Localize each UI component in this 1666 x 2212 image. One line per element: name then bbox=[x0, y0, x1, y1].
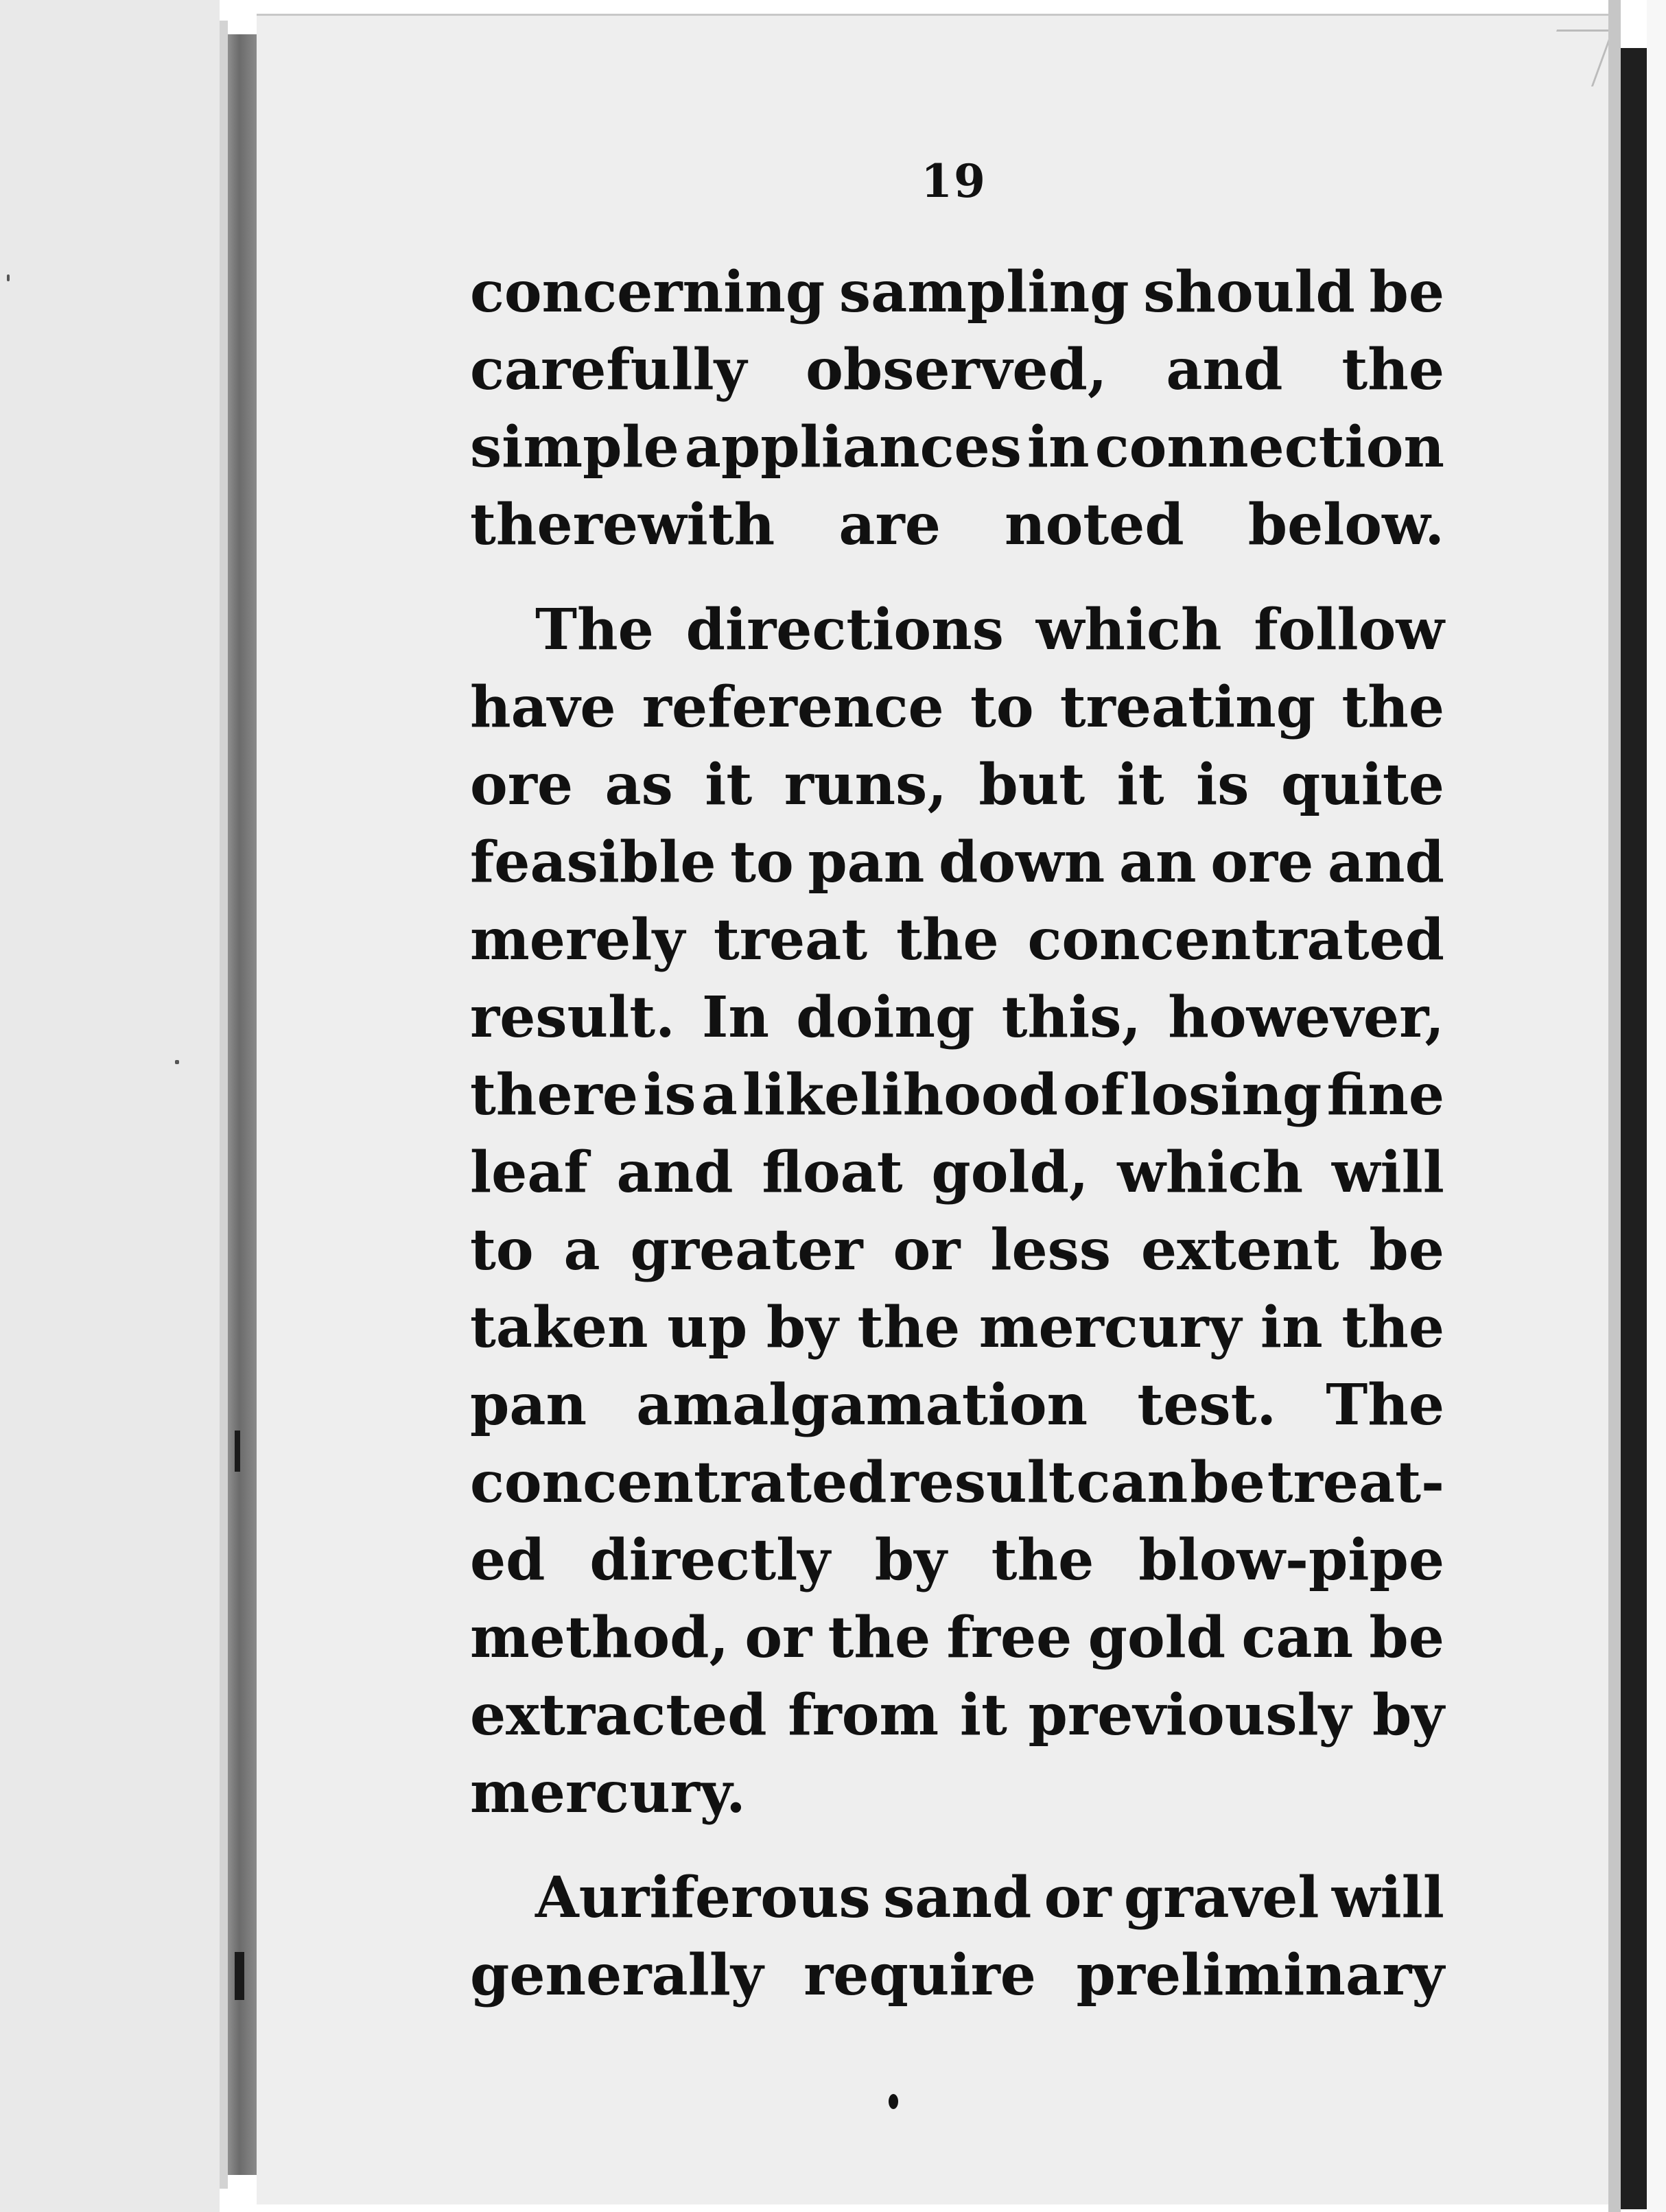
word: quite bbox=[1280, 752, 1444, 818]
word: is bbox=[643, 1062, 696, 1128]
word: in bbox=[1026, 414, 1090, 480]
spine-mark bbox=[235, 1431, 240, 1472]
word: test. bbox=[1137, 1372, 1276, 1438]
word: and bbox=[1327, 830, 1444, 895]
word: be bbox=[1369, 1217, 1444, 1283]
text-line bbox=[470, 1057, 1444, 1134]
word: less bbox=[990, 1217, 1111, 1283]
word: have bbox=[470, 674, 616, 740]
word: can bbox=[1241, 1605, 1354, 1671]
word: or bbox=[893, 1217, 961, 1283]
word: by bbox=[1372, 1682, 1444, 1748]
word: this, bbox=[1001, 985, 1142, 1050]
word: ed bbox=[470, 1527, 545, 1593]
paragraph-gap bbox=[470, 1832, 1444, 1859]
word: in bbox=[1260, 1295, 1323, 1361]
word: but bbox=[978, 752, 1086, 818]
word: treat bbox=[713, 907, 868, 973]
body-text bbox=[470, 254, 1444, 2014]
word: by bbox=[766, 1295, 838, 1361]
word: and bbox=[616, 1140, 734, 1205]
text-line bbox=[470, 824, 1444, 902]
text-line bbox=[470, 1599, 1444, 1677]
text-line bbox=[470, 979, 1444, 1057]
text-line bbox=[470, 591, 1444, 669]
word: Auriferous bbox=[535, 1865, 871, 1931]
word: preliminary bbox=[1076, 1942, 1444, 2008]
word: are bbox=[838, 492, 941, 558]
book-spine-shadow bbox=[228, 34, 257, 2175]
word: In bbox=[702, 985, 769, 1050]
word: mercury. bbox=[470, 1760, 746, 1826]
word: generally bbox=[470, 1942, 764, 2008]
text-line bbox=[470, 1754, 1444, 1832]
word: blow-pipe bbox=[1138, 1527, 1444, 1593]
word: which bbox=[1117, 1140, 1304, 1205]
word: to bbox=[730, 830, 794, 895]
text-line bbox=[470, 1289, 1444, 1367]
word: be bbox=[1190, 1450, 1265, 1516]
word: gold bbox=[1088, 1605, 1226, 1671]
word: sampling bbox=[838, 259, 1129, 325]
word: the bbox=[828, 1605, 931, 1671]
word: the bbox=[895, 907, 999, 973]
word: or bbox=[1044, 1865, 1112, 1931]
word: as bbox=[605, 752, 673, 818]
word: float bbox=[762, 1140, 903, 1205]
word: therewith bbox=[470, 492, 775, 558]
word: can bbox=[1076, 1450, 1188, 1516]
word: from bbox=[788, 1682, 939, 1748]
page-edge bbox=[1608, 0, 1621, 2212]
word: the bbox=[1341, 1295, 1444, 1361]
corner-fold bbox=[1536, 30, 1614, 86]
word: it bbox=[959, 1682, 1007, 1748]
word: will bbox=[1331, 1865, 1444, 1931]
text-line bbox=[470, 669, 1444, 746]
spine-mark bbox=[235, 1952, 244, 2000]
text-line bbox=[470, 1212, 1444, 1289]
word: fine bbox=[1326, 1062, 1444, 1128]
scan-border bbox=[1647, 0, 1666, 2212]
word: mercury bbox=[978, 1295, 1242, 1361]
word: result. bbox=[470, 985, 675, 1050]
word: down bbox=[939, 830, 1105, 895]
word: follow bbox=[1254, 597, 1444, 663]
word: free bbox=[946, 1605, 1072, 1671]
text-line bbox=[470, 486, 1444, 564]
word: ore bbox=[470, 752, 574, 818]
word: will bbox=[1331, 1140, 1444, 1205]
facing-page bbox=[0, 0, 220, 2212]
word: feasible bbox=[470, 830, 716, 895]
word: appliances bbox=[684, 414, 1022, 480]
word: by bbox=[874, 1527, 947, 1593]
paragraph bbox=[470, 1859, 1444, 2014]
word: gravel bbox=[1123, 1865, 1319, 1931]
word: directions bbox=[685, 597, 1004, 663]
word: of bbox=[1063, 1062, 1125, 1128]
text-line bbox=[470, 1444, 1444, 1522]
page-speck bbox=[7, 274, 10, 281]
paragraph bbox=[470, 591, 1444, 1832]
text-line bbox=[470, 746, 1444, 824]
word: sand bbox=[883, 1865, 1032, 1931]
word: however, bbox=[1168, 985, 1444, 1050]
text-line bbox=[470, 409, 1444, 486]
word: taken bbox=[470, 1295, 648, 1361]
text-line bbox=[470, 1859, 1444, 1937]
word: merely bbox=[470, 907, 685, 973]
word: result bbox=[889, 1450, 1075, 1516]
word: an bbox=[1118, 830, 1197, 895]
word: simple bbox=[470, 414, 679, 480]
word: carefully bbox=[470, 337, 747, 403]
word: likelihood bbox=[742, 1062, 1058, 1128]
word: runs, bbox=[784, 752, 947, 818]
word: the bbox=[857, 1295, 961, 1361]
text-line bbox=[470, 1677, 1444, 1754]
page-number: 19 bbox=[921, 154, 987, 208]
word: should bbox=[1143, 259, 1355, 325]
word: is bbox=[1196, 752, 1250, 818]
word: concentrated bbox=[470, 1450, 887, 1516]
text-line bbox=[470, 1134, 1444, 1212]
word: observed, bbox=[806, 337, 1107, 403]
word: The bbox=[535, 597, 654, 663]
word: it bbox=[705, 752, 753, 818]
word: reference bbox=[642, 674, 944, 740]
word: be bbox=[1369, 259, 1444, 325]
word: losing bbox=[1129, 1062, 1322, 1128]
word: the bbox=[1341, 674, 1444, 740]
word: be bbox=[1369, 1605, 1444, 1671]
ink-dot bbox=[889, 2094, 898, 2109]
word: treating bbox=[1059, 674, 1316, 740]
text-line bbox=[470, 331, 1444, 409]
word: greater bbox=[630, 1217, 863, 1283]
word: The bbox=[1326, 1372, 1444, 1438]
word: directly bbox=[589, 1527, 830, 1593]
text-line bbox=[470, 1937, 1444, 2014]
word: there bbox=[470, 1062, 639, 1128]
word: leaf bbox=[470, 1140, 588, 1205]
word: a bbox=[563, 1217, 600, 1283]
paragraph bbox=[470, 254, 1444, 564]
word: it bbox=[1116, 752, 1164, 818]
word: treat- bbox=[1267, 1450, 1444, 1516]
word: up bbox=[667, 1295, 748, 1361]
word: method, bbox=[470, 1605, 729, 1671]
word: concentrated bbox=[1027, 907, 1444, 973]
word: pan bbox=[470, 1372, 587, 1438]
word: amalgamation bbox=[636, 1372, 1088, 1438]
word: to bbox=[970, 674, 1034, 740]
word: noted bbox=[1004, 492, 1184, 558]
binding-gutter bbox=[220, 21, 228, 2189]
word: below. bbox=[1247, 492, 1444, 558]
word: the bbox=[991, 1527, 1094, 1593]
word: extracted bbox=[470, 1682, 767, 1748]
word: a bbox=[701, 1062, 738, 1128]
word: previously bbox=[1028, 1682, 1352, 1748]
word: require bbox=[803, 1942, 1036, 2008]
word: the bbox=[1341, 337, 1444, 403]
page-edge-shadow bbox=[1621, 48, 1647, 2209]
word: pan bbox=[808, 830, 925, 895]
word: which bbox=[1035, 597, 1222, 663]
text-line bbox=[470, 254, 1444, 331]
text-line bbox=[470, 1522, 1444, 1599]
page-speck bbox=[175, 1060, 179, 1064]
word: extent bbox=[1140, 1217, 1339, 1283]
word: and bbox=[1166, 337, 1283, 403]
word: or bbox=[744, 1605, 812, 1671]
word: doing bbox=[796, 985, 975, 1050]
word: connection bbox=[1094, 414, 1444, 480]
word: ore bbox=[1210, 830, 1314, 895]
text-line bbox=[470, 902, 1444, 979]
word: concerning bbox=[470, 259, 825, 325]
paragraph-gap bbox=[470, 564, 1444, 591]
word: gold, bbox=[931, 1140, 1089, 1205]
word: to bbox=[470, 1217, 534, 1283]
text-line bbox=[470, 1367, 1444, 1444]
